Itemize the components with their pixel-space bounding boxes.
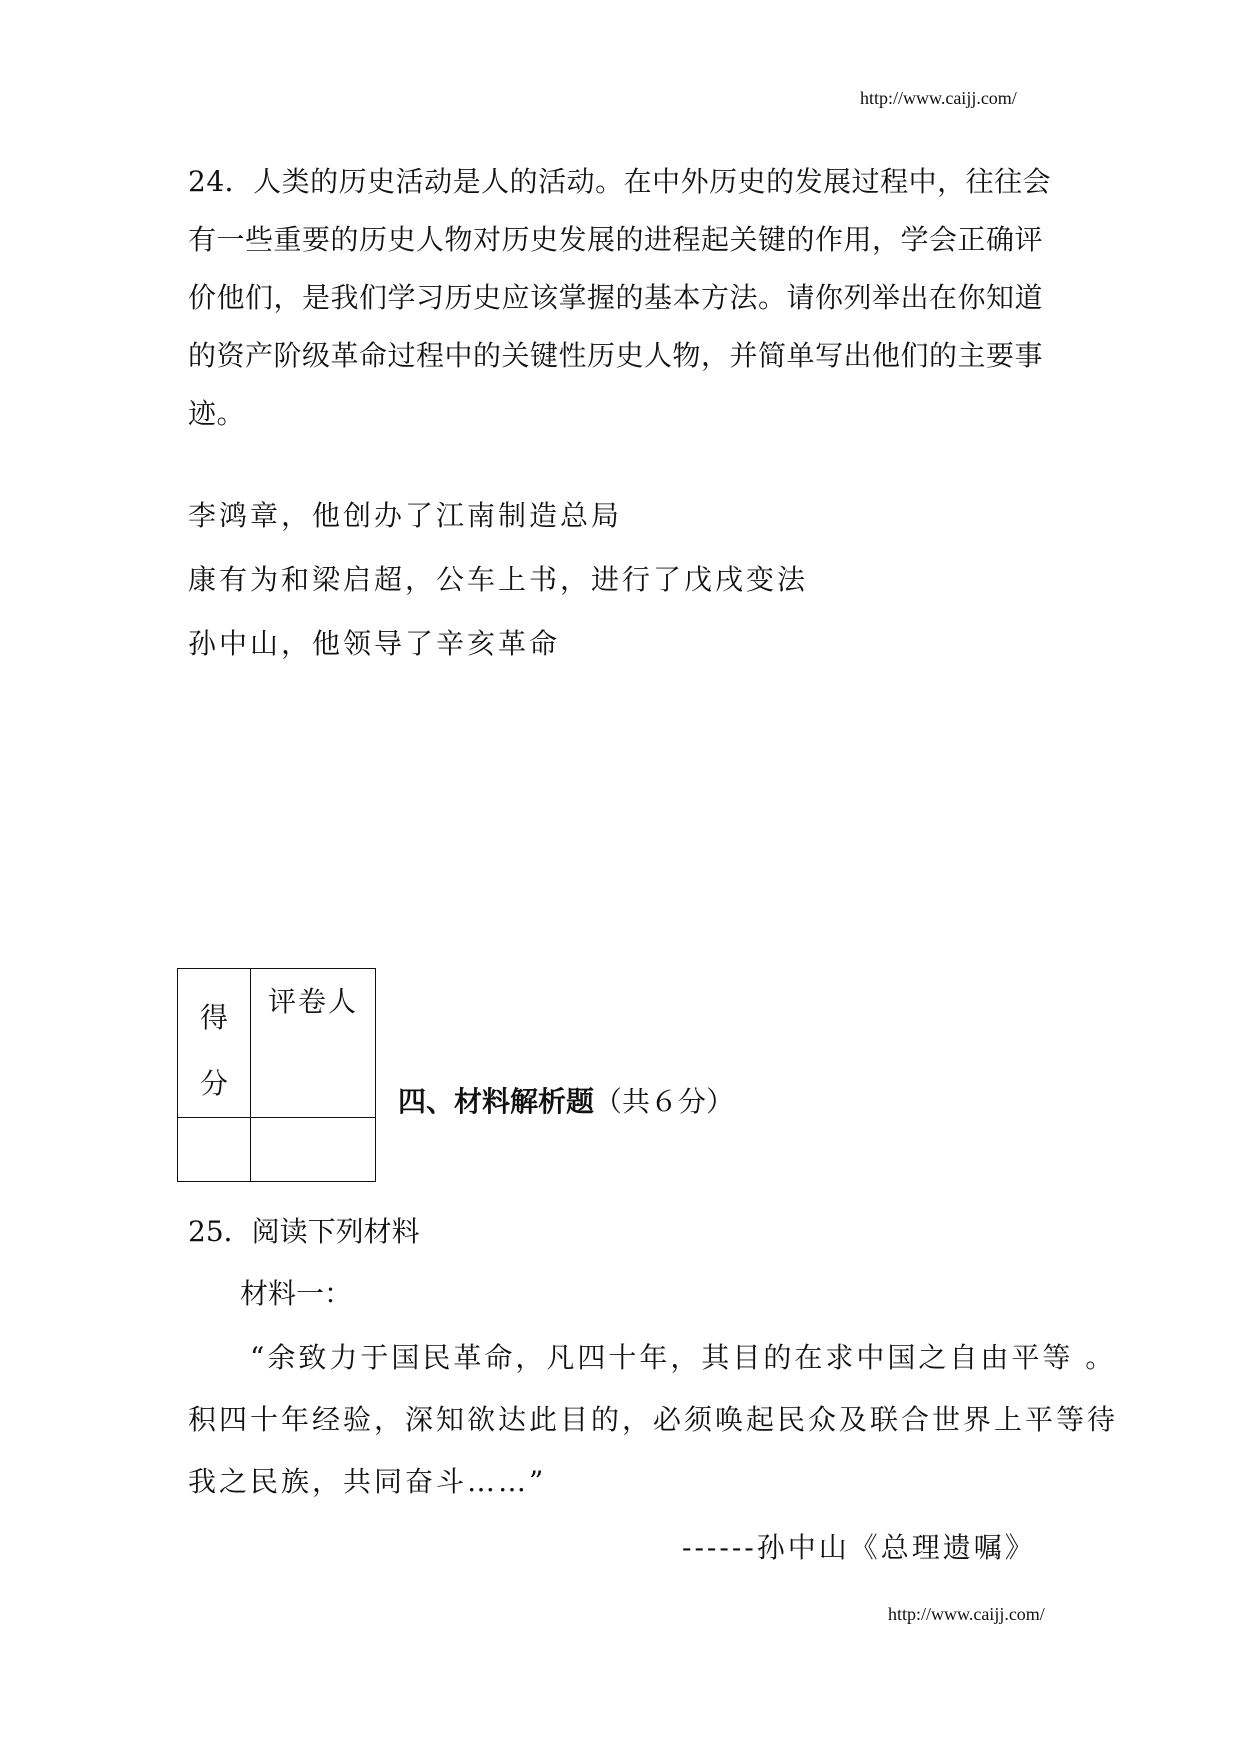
section-title-bold: 四、材料解析题 bbox=[398, 1085, 595, 1118]
question-24-line: 的资产阶级革命过程中的关键性历史人物，并简单写出他们的主要事 bbox=[188, 339, 1044, 372]
score-label-char: 分 bbox=[199, 1067, 228, 1100]
section-title-points: （共６分） bbox=[594, 1085, 735, 1118]
quote-attribution: ------孙中山《总理遗嘱》 bbox=[682, 1531, 1036, 1564]
score-label-char: 得 bbox=[199, 1001, 228, 1034]
handwritten-answer: 康有为和梁启超，公车上书，进行了戊戌变法 bbox=[188, 563, 809, 596]
score-table bbox=[177, 968, 376, 1182]
question-24-line: 迹。 bbox=[188, 397, 246, 430]
material-label: 材料一： bbox=[240, 1277, 353, 1310]
grader-label: 评卷人 bbox=[267, 985, 358, 1018]
grader-label-cell bbox=[251, 969, 376, 1118]
score-label-cell bbox=[178, 969, 251, 1118]
question-24-line: 24．人类的历史活动是人的活动。在中外历史的发展过程中，往往会 bbox=[188, 165, 1052, 198]
quote-line: 积四十年经验，深知欲达此目的，必须唤起民众及联合世界上平等待 bbox=[188, 1403, 1119, 1436]
footer-url: http://www.caijj.com/ bbox=[888, 1604, 1045, 1624]
handwritten-answer: 李鸿章，他创办了江南制造总局 bbox=[188, 499, 623, 532]
score-blank-cell bbox=[178, 1118, 251, 1182]
question-24-line: 有一些重要的历史人物对历史发展的进程起关键的作用，学会正确评 bbox=[188, 223, 1044, 256]
section-title bbox=[398, 1080, 734, 1120]
quote-line: 我之民族，共同奋斗……” bbox=[188, 1465, 547, 1498]
handwritten-answer: 孙中山，他领导了辛亥革命 bbox=[188, 627, 561, 660]
question-24-line: 价他们，是我们学习历史应该掌握的基本方法。请你列举出在你知道 bbox=[188, 281, 1044, 314]
question-25-prompt: 25．阅读下列材料 bbox=[188, 1215, 420, 1248]
grader-blank-cell bbox=[251, 1118, 376, 1182]
header-url: http://www.caijj.com/ bbox=[860, 88, 1017, 108]
quote-line: “余致力于国民革命，凡四十年，其目的在求中国之自由平等 。 bbox=[250, 1341, 1117, 1374]
